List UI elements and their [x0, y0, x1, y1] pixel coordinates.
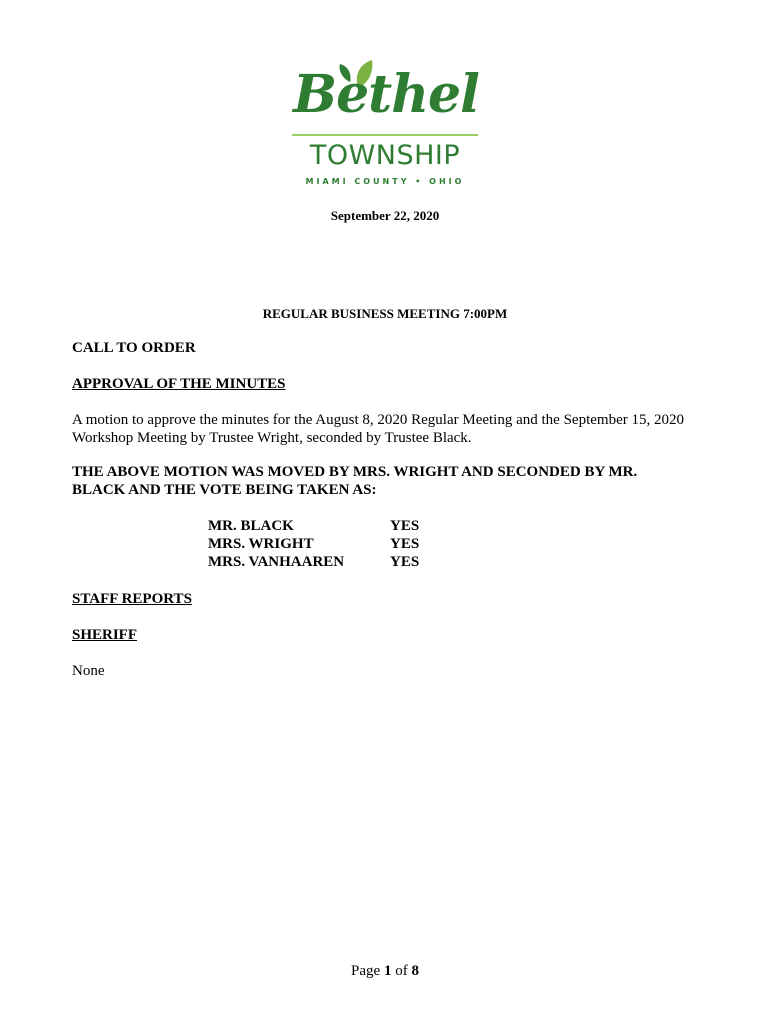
voter-name: MRS. WRIGHT: [208, 536, 314, 552]
page-total: 8: [411, 963, 419, 979]
vote-row: [208, 535, 468, 553]
sheriff-report-text: None: [72, 663, 105, 679]
meeting-title: REGULAR BUSINESS MEETING 7:00PM: [262, 306, 508, 321]
call-to-order-heading: CALL TO ORDER: [72, 340, 196, 356]
page-label: Page: [351, 963, 381, 979]
vote-table: [208, 517, 468, 571]
vote-value: YES: [390, 536, 420, 552]
motion-paragraph: [72, 411, 702, 447]
moved-line-1: THE ABOVE MOTION WAS MOVED BY MRS. WRIGHT AND SECONDED BY MR.: [72, 464, 638, 480]
logo-township-text: TOWNSHIP: [309, 140, 461, 171]
approval-of-minutes-heading: APPROVAL OF THE MINUTES: [72, 376, 286, 392]
logo-county-text: MIAMI COUNTY • OHIO: [305, 177, 465, 186]
page-current: 1: [383, 963, 392, 979]
meeting-date: September 22, 2020: [330, 208, 440, 223]
voter-name: MR. BLACK: [208, 518, 294, 534]
motion-line-1: A motion to approve the minutes for the August 8, 2020 Regular Meeting and the September 15, 2020: [72, 412, 684, 428]
vote-value: YES: [390, 518, 420, 534]
page-of: of: [395, 963, 408, 979]
page-number: [0, 962, 770, 980]
vote-row: [208, 517, 468, 535]
logo-wordmark: Bethel: [293, 64, 479, 125]
voter-name: MRS. VANHAAREN: [208, 554, 345, 570]
motion-line-2: Workshop Meeting by Trustee Wright, seconded by Trustee Black.: [72, 430, 472, 446]
bethel-township-logo: [280, 60, 490, 195]
vote-row: [208, 553, 468, 571]
vote-value: YES: [390, 554, 420, 570]
moved-line-2: BLACK AND THE VOTE BEING TAKEN AS:: [72, 482, 377, 498]
logo-divider: [292, 134, 478, 136]
sheriff-heading: SHERIFF: [72, 627, 138, 643]
motion-vote-statement: [72, 463, 702, 499]
staff-reports-heading: STAFF REPORTS: [72, 591, 192, 607]
